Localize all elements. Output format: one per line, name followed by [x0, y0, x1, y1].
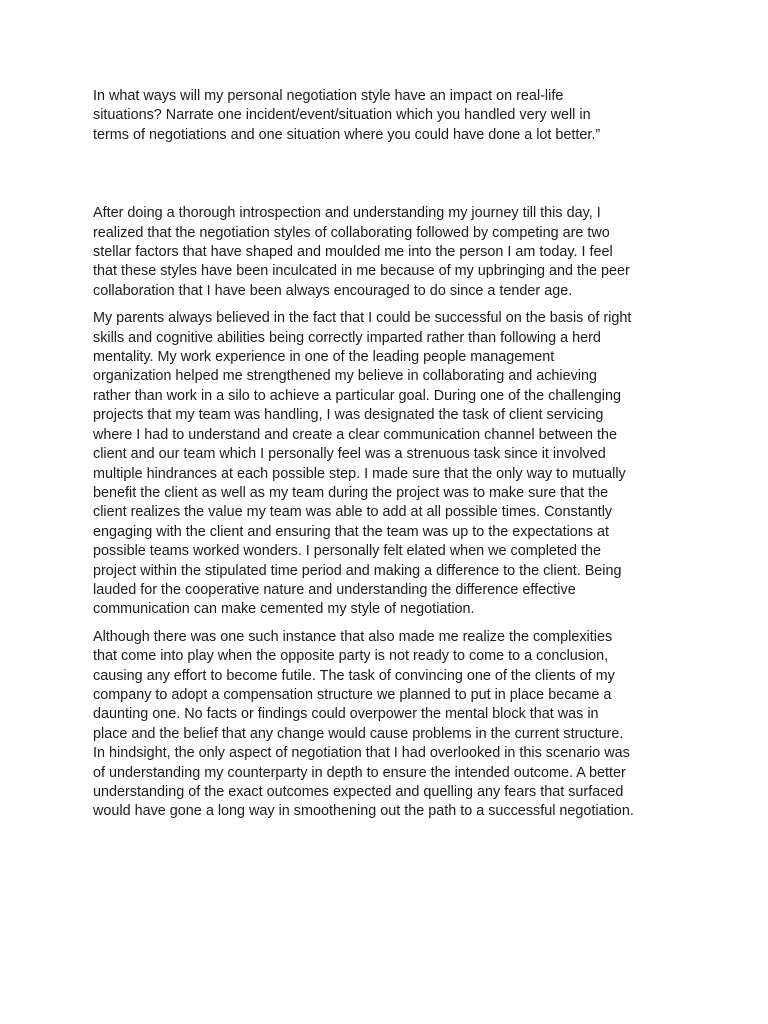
- paragraph-lesson-learned: [93, 628, 693, 822]
- paragraph-introspection: [93, 204, 693, 301]
- question-line: situations? Narrate one incident/event/situation which you handled very well in: [93, 107, 591, 124]
- paragraph-line: mentality. My work experience in one of the leading people management: [93, 349, 555, 366]
- paragraph-line: client realizes the value my team was able to add at all possible times. Constantly: [93, 504, 613, 521]
- paragraph-line: that these styles have been inculcated in me because of my upbringing and the peer: [93, 263, 630, 280]
- question-line: terms of negotiations and one situation where you could have done a lot better.”: [93, 126, 601, 143]
- paragraph-line: company to adopt a compensation structure we planned to put in place became a: [93, 686, 612, 703]
- paragraph-line: My parents always believed in the fact that I could be successful on the basis of right: [93, 310, 632, 327]
- document-body: [93, 87, 693, 830]
- paragraph-line: collaboration that I have been always encouraged to do since a tender age.: [93, 282, 573, 299]
- paragraph-line: multiple hindrances at each possible step. I made sure that the only way to mutually: [93, 465, 626, 482]
- paragraph-line: In hindsight, the only aspect of negotiation that I had overlooked in this scenario was: [93, 745, 630, 762]
- paragraph-line: understanding of the exact outcomes expected and quelling any fears that surfaced: [93, 784, 624, 800]
- paragraph-line: lauded for the cooperative nature and understanding the difference effective: [93, 581, 576, 598]
- essay-question: [93, 87, 693, 145]
- paragraph-line: of understanding my counterparty in depth to ensure the intended outcome. A better: [93, 764, 626, 781]
- paragraph-line: stellar factors that have shaped and moulded me into the person I am today. I feel: [93, 244, 613, 261]
- paragraph-line: rather than work in a silo to achieve a particular goal. During one of the challenging: [93, 387, 621, 404]
- paragraph-line: would have gone a long way in smoothening out the path to a successful negotiation.: [93, 803, 634, 820]
- paragraph-line: skills and cognitive abilities being correctly imparted rather than following a herd: [93, 329, 601, 346]
- paragraph-line: project within the stipulated time period and making a difference to the client. Being: [93, 562, 622, 579]
- paragraph-line: daunting one. No facts or findings could overpower the mental block that was in: [93, 706, 599, 723]
- paragraph-line: projects that my team was handling, I was designated the task of client servicing: [93, 407, 604, 424]
- question-line: In what ways will my personal negotiation style have an impact on real-life: [93, 88, 564, 104]
- paragraph-line: Although there was one such instance that also made me realize the complexities: [93, 628, 613, 645]
- paragraph-line: possible teams worked wonders. I personally felt elated when we completed the: [93, 543, 601, 560]
- paragraph-line: causing any effort to become futile. The task of convincing one of the clients of my: [93, 667, 615, 684]
- paragraph-line: client and our team which I personally feel was a strenuous task since it involved: [93, 446, 606, 463]
- paragraph-line: communication can make cemented my style of negotiation.: [93, 601, 475, 618]
- paragraph-line: After doing a thorough introspection and understanding my journey till this day, I: [93, 205, 601, 222]
- paragraph-line: where I had to understand and create a clear communication channel between the: [93, 426, 617, 443]
- paragraph-line: engaging with the client and ensuring that the team was up to the expectations at: [93, 523, 610, 540]
- paragraph-line: place and the belief that any change would cause problems in the current structure.: [93, 725, 624, 742]
- paragraph-line: organization helped me strengthened my believe in collaborating and achieving: [93, 368, 598, 385]
- paragraph-line: realized that the negotiation styles of collaborating followed by competing are two: [93, 224, 610, 241]
- paragraph-success-story: [93, 309, 693, 620]
- paragraph-line: that come into play when the opposite party is not ready to come to a conclusion,: [93, 648, 609, 665]
- paragraph-line: benefit the client as well as my team during the project was to make sure that the: [93, 484, 609, 501]
